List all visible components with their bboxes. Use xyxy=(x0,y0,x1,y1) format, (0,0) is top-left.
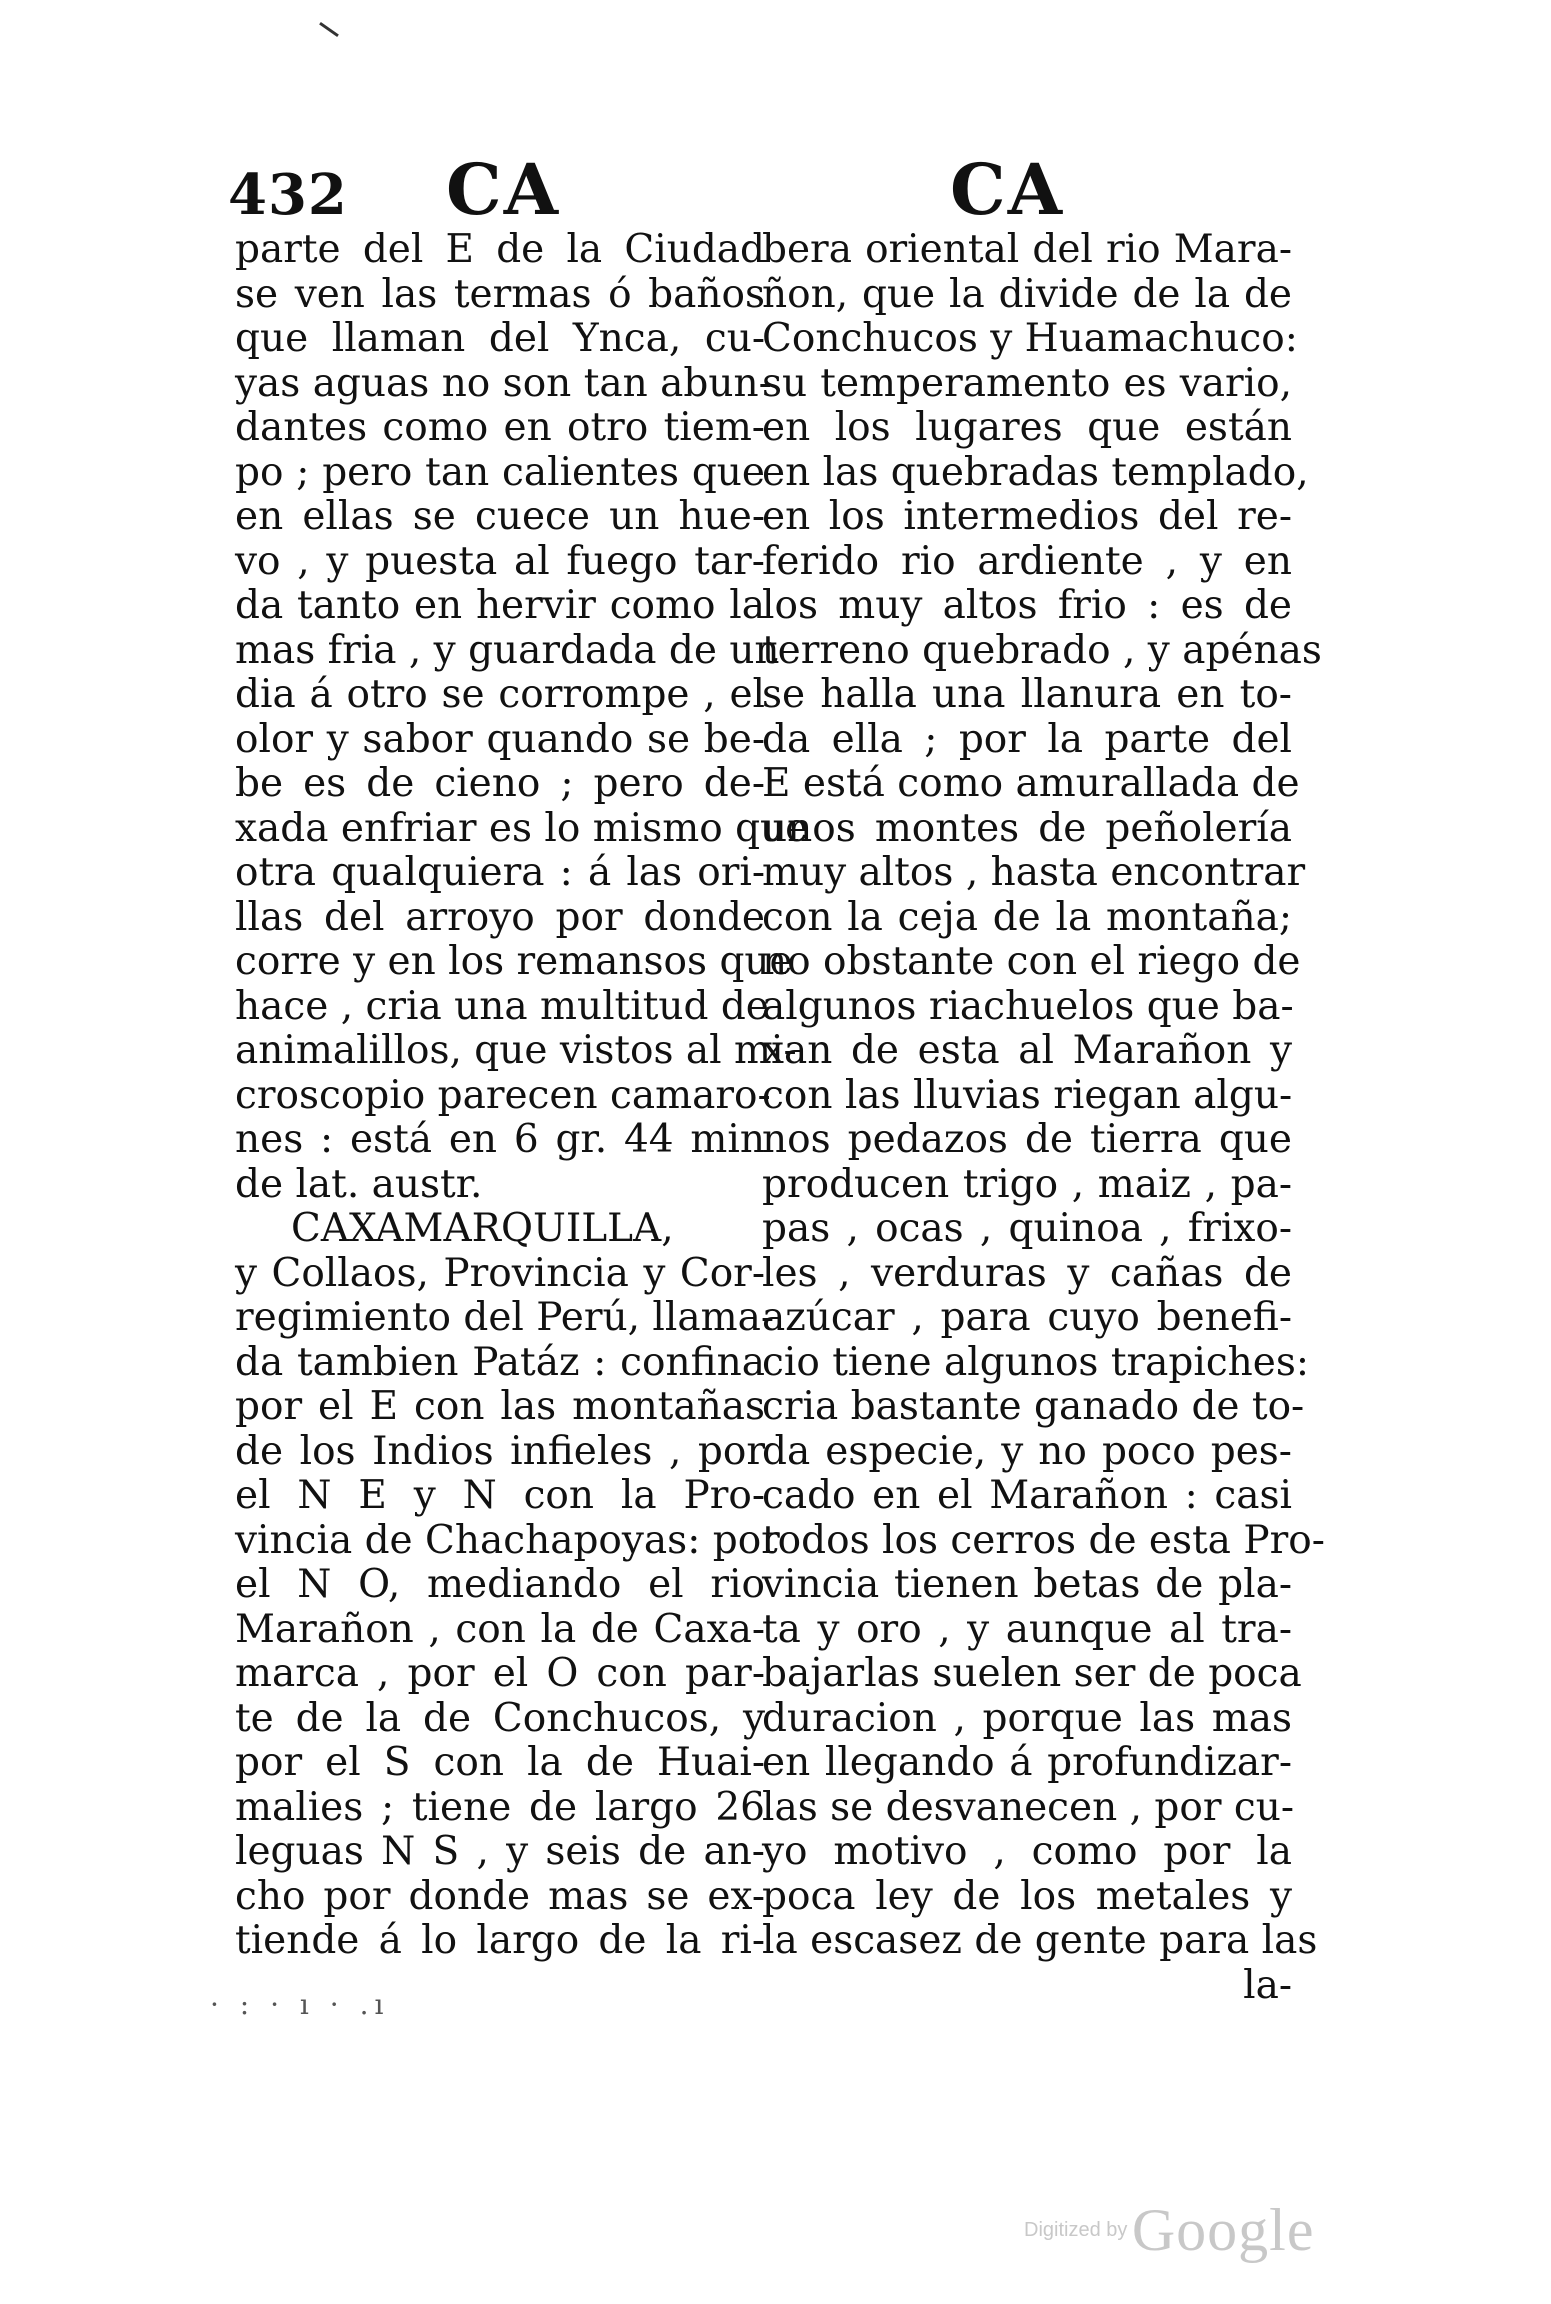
left-text-column xyxy=(235,227,809,1964)
right-text-column xyxy=(762,227,1325,2008)
text-line: vo , y puesta al fuego tar- xyxy=(235,538,765,584)
text-line: xada enfriar es lo mismo que xyxy=(235,805,809,851)
text-line: en los lugares que están xyxy=(762,405,1292,450)
text-line: E está como amurallada de xyxy=(762,761,1300,806)
text-line: el N E y N con la Pro- xyxy=(235,1473,765,1518)
page-number: 432 xyxy=(228,162,348,228)
text-line: cho por donde mas se ex- xyxy=(235,1873,765,1919)
text-line: ñon, que la divide de la de xyxy=(762,271,1292,317)
text-line: por el S con la de Huai- xyxy=(235,1740,765,1785)
stray-ink-mark xyxy=(319,22,339,37)
text-line: da tambien Patáz : confina xyxy=(235,1339,765,1385)
text-line: vincia de Chachapoyas: por xyxy=(235,1517,780,1563)
text-line: da ella ; por la parte del xyxy=(762,716,1292,762)
text-line: les , verduras y cañas de xyxy=(762,1250,1292,1296)
footer-ink-marks: · : · ı · .ı xyxy=(210,1988,390,2021)
text-line: y Collaos, Provincia y Cor- xyxy=(235,1250,765,1296)
text-line: xan de esta al Marañon y xyxy=(762,1028,1292,1073)
text-line: te de la de Conchucos, y xyxy=(235,1695,765,1741)
text-line: en los intermedios del re- xyxy=(762,494,1292,539)
text-line: regimiento del Perú, llama- xyxy=(235,1295,775,1340)
text-line: nos pedazos de tierra que xyxy=(762,1117,1292,1162)
text-line: dantes como en otro tiem- xyxy=(235,405,765,450)
text-line: da especie, y no poco pes- xyxy=(762,1428,1292,1474)
google-logo: Google xyxy=(1131,2197,1315,2263)
text-line: da tanto en hervir como la xyxy=(235,583,765,628)
catchword: la- xyxy=(1243,1962,1292,2008)
text-line: yas aguas no son tan abun- xyxy=(235,360,772,406)
text-line: con las lluvias riegan algu- xyxy=(762,1072,1293,1118)
text-line: la escasez de gente para las xyxy=(762,1918,1318,1963)
text-line: marca , por el O con par- xyxy=(235,1651,765,1696)
text-line: con la ceja de la montaña; xyxy=(762,894,1292,940)
text-line: azúcar , para cuyo benefi- xyxy=(762,1295,1292,1340)
text-line: el N O, mediando el rio xyxy=(235,1562,765,1607)
text-line: tiende á lo largo de la ri- xyxy=(235,1918,765,1963)
text-line: Conchucos y Huamachuco: xyxy=(762,316,1298,361)
text-line: por el E con las montañas xyxy=(235,1384,765,1429)
text-line: terreno quebrado , y apénas xyxy=(762,627,1322,673)
text-line: unos montes de peñolería xyxy=(762,805,1292,851)
text-line: Marañon , con la de Caxa- xyxy=(235,1606,765,1652)
text-line: cio tiene algunos trapiches: xyxy=(762,1339,1310,1385)
text-line: croscopio parecen camaro- xyxy=(235,1072,771,1118)
text-line: CAXAMARQUILLA, xyxy=(291,1206,674,1251)
text-line: su temperamento es vario, xyxy=(762,360,1292,406)
text-line: ta y oro , y aunque al tra- xyxy=(762,1606,1292,1652)
text-line: animalillos, que vistos al mi- xyxy=(235,1028,797,1073)
text-line: los muy altos frio : es de xyxy=(762,583,1292,628)
text-line: po ; pero tan calientes que xyxy=(235,449,765,495)
text-line: de lat. austr. xyxy=(235,1161,483,1207)
text-line: otra qualquiera : á las ori- xyxy=(235,850,765,895)
text-line: de los Indios infieles , por xyxy=(235,1428,765,1474)
text-line: dia á otro se corrompe , el xyxy=(235,672,765,717)
text-line: bera oriental del rio Mara- xyxy=(762,227,1292,272)
text-line: be es de cieno ; pero de- xyxy=(235,761,765,806)
text-line: se halla una llanura en to- xyxy=(762,672,1292,717)
text-line: cado en el Marañon : casi xyxy=(762,1473,1292,1518)
running-head xyxy=(0,148,1551,231)
text-line: no obstante con el riego de xyxy=(762,939,1301,984)
text-line: que llaman del Ynca, cu- xyxy=(235,316,765,361)
text-line: ferido rio ardiente , y en xyxy=(762,538,1292,584)
left-running-head: CA xyxy=(446,148,561,231)
text-line: vincia tienen betas de pla- xyxy=(762,1562,1292,1607)
text-line: se ven las termas ó baños xyxy=(235,271,765,317)
text-line: algunos riachuelos que ba- xyxy=(762,983,1294,1029)
text-line: cria bastante ganado de to- xyxy=(762,1384,1305,1429)
text-line: poca ley de los metales y xyxy=(762,1873,1292,1919)
watermark-prefix: Digitized by xyxy=(1024,2219,1128,2241)
text-line: las se desvanecen , por cu- xyxy=(762,1784,1295,1830)
text-line: en ellas se cuece un hue- xyxy=(235,494,765,539)
text-line: mas fria , y guardada de un xyxy=(235,627,780,673)
text-line: llas del arroyo por donde xyxy=(235,894,765,940)
text-line: bajarlas suelen ser de poca xyxy=(762,1651,1302,1696)
text-line: olor y sabor quando se be- xyxy=(235,716,765,762)
text-line: parte del E de la Ciudad xyxy=(235,227,765,272)
text-line: hace , cria una multitud de xyxy=(235,983,769,1029)
text-line: en llegando á profundizar- xyxy=(762,1740,1292,1785)
right-running-head: CA xyxy=(950,148,1065,231)
text-line: muy altos , hasta encontrar xyxy=(762,850,1306,895)
text-line: en las quebradas templado, xyxy=(762,449,1309,495)
digitization-watermark xyxy=(1024,2196,1314,2265)
text-line: duracion , porque las mas xyxy=(762,1695,1292,1741)
text-line: corre y en los remansos que xyxy=(235,939,793,984)
text-line: nes : está en 6 gr. 44 min xyxy=(235,1117,765,1162)
text-line: malies ; tiene de largo 26 xyxy=(235,1784,765,1830)
text-line: leguas N S , y seis de an- xyxy=(235,1829,765,1874)
text-line: yo motivo , como por la xyxy=(762,1829,1292,1874)
text-line: todos los cerros de esta Pro- xyxy=(762,1517,1325,1563)
text-line: producen trigo , maiz , pa- xyxy=(762,1161,1292,1207)
text-line: pas , ocas , quinoa , frixo- xyxy=(762,1206,1292,1251)
